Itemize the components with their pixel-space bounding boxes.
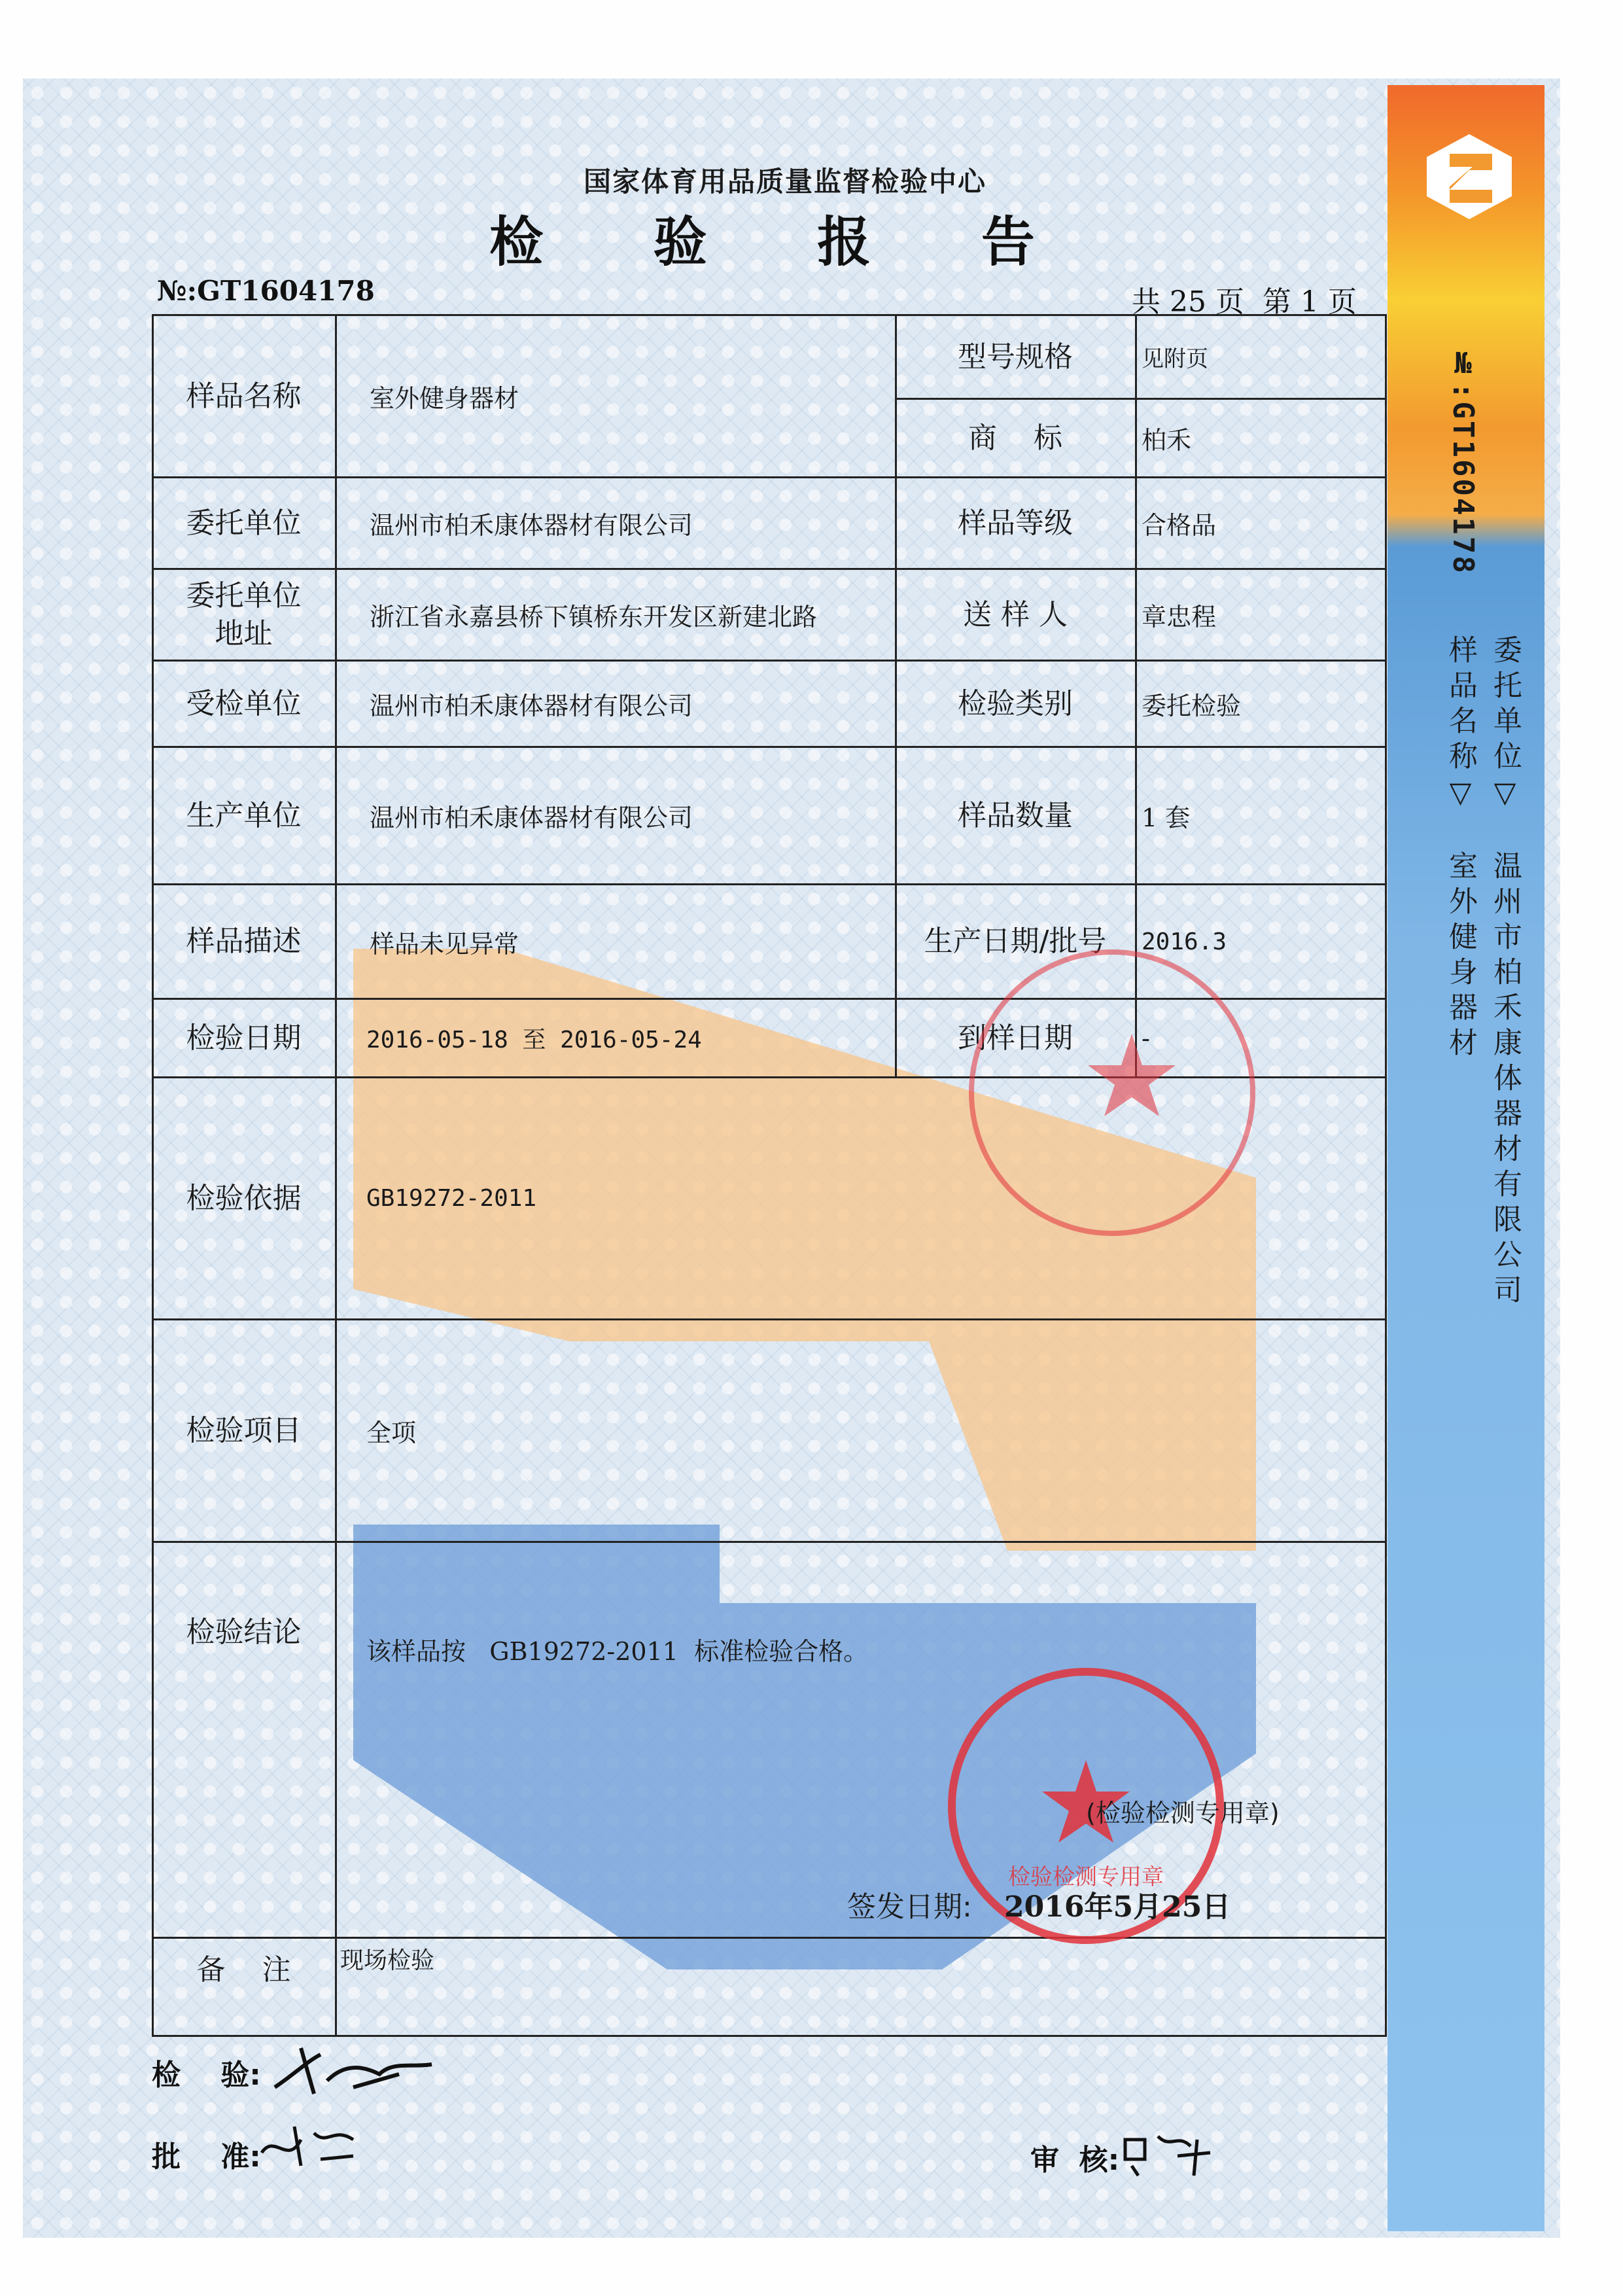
inspection-type-value: 委托检验 (1142, 692, 1242, 720)
sender-label: 送 样 人 (963, 597, 1068, 631)
page-info: 共 25 页 第 1 页 (1132, 285, 1357, 319)
items-label: 检验项目 (186, 1413, 302, 1447)
sample-quantity-value: 1 套 (1142, 804, 1191, 832)
stamp-note: (检验检测专用章) (1086, 1799, 1280, 1828)
sender-value: 章忠程 (1142, 603, 1217, 631)
stub-sample-label: 样品名称▽ (1444, 635, 1477, 816)
sample-grade-label: 样品等级 (958, 506, 1073, 540)
inspector-signature-icon (268, 2035, 438, 2107)
production-date-label: 生产日期/批号 (924, 925, 1107, 959)
remarks-value: 现场检验 (340, 1947, 435, 1974)
inspection-date-value: 2016-05-18 至 2016-05-24 (366, 1027, 702, 1053)
client-seal-icon (942, 929, 1282, 1256)
issue-date-value: 2016年5月25日 (1004, 1890, 1231, 1924)
manufacturer-value: 温州市柏禾康体器材有限公司 (370, 804, 693, 832)
client-address-label (154, 570, 334, 660)
remarks-label: 备 注 (196, 1952, 291, 1987)
stub-client-value: 温州市柏禾康体器材有限公司 (1488, 851, 1522, 1310)
client-address-label-line2: 地址 (215, 616, 273, 650)
issue-date-label: 签发日期: (847, 1890, 972, 1924)
sample-name-value: 室外健身器材 (370, 384, 519, 413)
reviewer-label: 审 核: (1030, 2144, 1120, 2177)
sample-quantity-label: 样品数量 (958, 798, 1073, 832)
model-spec-value: 见附页 (1142, 346, 1208, 372)
arrival-date-value: - (1142, 1023, 1150, 1053)
production-date-value: 2016.3 (1142, 928, 1227, 955)
conclusion-label: 检验结论 (186, 1616, 302, 1650)
client-label: 委托单位 (186, 506, 302, 540)
stub-sample-value: 室外健身器材 (1444, 851, 1477, 1063)
inspection-date-label: 检验日期 (186, 1021, 302, 1055)
client-value: 温州市柏禾康体器材有限公司 (370, 511, 693, 540)
basis-label: 检验依据 (186, 1181, 302, 1215)
approver-signature-icon (255, 2113, 360, 2179)
organization-name: 国家体育用品质量监督检验中心 (583, 166, 986, 198)
trademark-label: 商 标 (968, 421, 1062, 455)
stub-client-label: 委托单位▽ (1488, 635, 1522, 816)
client-address-value: 浙江省永嘉县桥下镇桥东开发区新建北路 (370, 603, 818, 631)
inspector-label: 检 验: (152, 2058, 261, 2092)
stub-report-no: №:GT1604178 (1446, 347, 1480, 575)
inspection-type-label: 检验类别 (958, 686, 1073, 720)
inspected-unit-value: 温州市柏禾康体器材有限公司 (370, 692, 693, 720)
sample-grade-value: 合格品 (1142, 511, 1217, 540)
client-address-label-line1: 委托单位 (186, 579, 302, 613)
trademark-value: 柏禾 (1142, 426, 1192, 455)
sample-description-value: 样品未见异常 (370, 929, 519, 959)
sample-name-label: 样品名称 (186, 379, 302, 413)
sample-description-label: 样品描述 (186, 925, 302, 959)
svg-text:检验检测专用章: 检验检测专用章 (1008, 1864, 1164, 1890)
manufacturer-label: 生产单位 (186, 798, 302, 832)
report-title: 检 验 报 告 (489, 211, 1081, 274)
report-number: №:GT1604178 (157, 275, 375, 307)
basis-value: GB19272-2011 (366, 1185, 537, 1212)
items-value: 全项 (366, 1419, 417, 1447)
arrival-date-label: 到样日期 (958, 1021, 1073, 1055)
conclusion-value: 该样品按 GB19272-2011 标准检验合格。 (366, 1636, 869, 1666)
inspected-unit-label: 受检单位 (186, 686, 302, 720)
reviewer-signature-icon (1119, 2120, 1217, 2179)
model-spec-label: 型号规格 (958, 340, 1073, 374)
approver-label: 批 准: (152, 2140, 261, 2174)
